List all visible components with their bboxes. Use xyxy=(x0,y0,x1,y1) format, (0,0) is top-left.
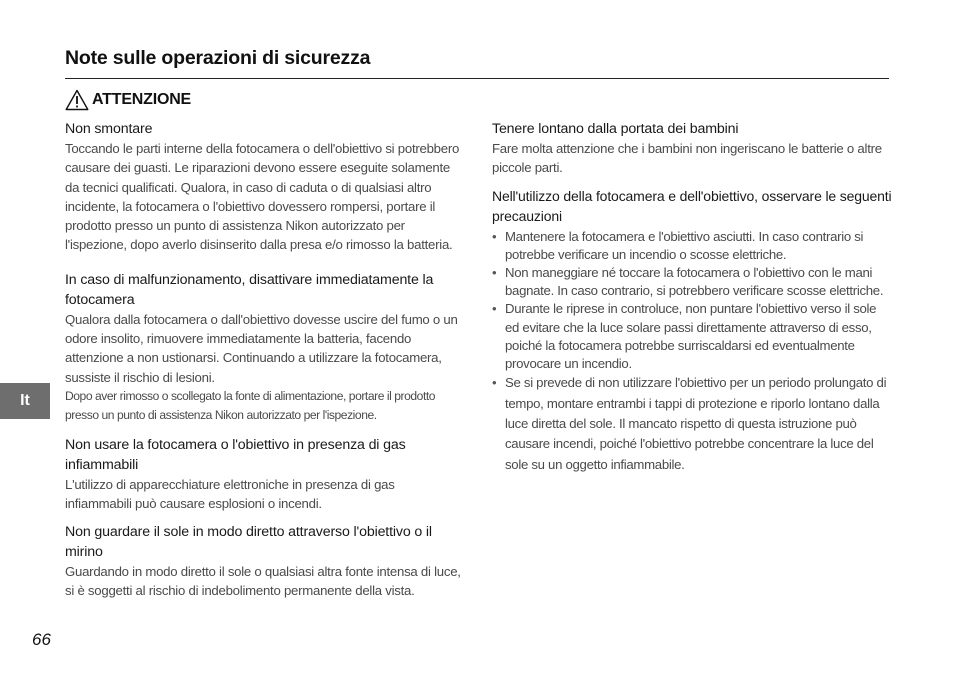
section-heading: Non smontare xyxy=(65,121,153,137)
bullet-icon: • xyxy=(492,228,497,244)
list-item xyxy=(492,373,892,475)
section-non-smontare xyxy=(65,119,463,255)
section-body: Fare molta attenzione che i bambini non ingeriscano le batterie o altre piccole parti. xyxy=(492,141,882,176)
section-body-extra: Dopo aver rimosso o scollegato la fonte di alimentazione, portare il prodotto presso un punto di assistenza Nikon autorizzato per l'ispezione. xyxy=(65,388,436,423)
section-heading: In caso di malfunzionamento, disattivare immediatamente la fotocamera xyxy=(65,271,434,308)
list-item-text: Durante le riprese in controluce, non puntare l'obiettivo verso il sole ed evitare che la luce solare passi direttamente attraverso di esso, poiché la fotocamera potrebbe surriscaldarsi ed eventualmente provocare un incendio. xyxy=(505,301,877,372)
section-body: Qualora dalla fotocamera o dall'obiettivo dovesse uscire del fumo o un odore insolito, rimuovere immediatamente la batteria, facendo attenzione a non ustionarsi. Continuando a utilizzare la fotocamera, sussiste il rischio di lesioni. xyxy=(65,311,458,385)
section-body: L'utilizzo di apparecchiature elettroniche in presenza di gas infiammabili può causare esplosioni o incendi. xyxy=(65,476,395,511)
bullet-icon: • xyxy=(492,301,497,317)
warning-triangle-icon xyxy=(65,89,89,111)
precautions-list xyxy=(492,228,892,476)
left-column xyxy=(65,119,463,609)
list-item xyxy=(492,228,892,264)
title-divider xyxy=(65,78,889,79)
list-item-text: Se si prevede di non utilizzare l'obiettivo per un periodo prolungato di tempo, montare entrambi i tappi di protezione e riporlo lontano dalla luce diretta del sole. Il mancato rispetto di questa istruzione può causare incendi, poiché l'obiettivo potrebbe concentrare la luce del sole su un oggetto infiammabile. xyxy=(505,375,887,472)
section-non-guardare-sole xyxy=(65,522,463,601)
page-title: Note sulle operazioni di sicurezza xyxy=(65,47,371,69)
section-body: Toccando le parti interne della fotocamera o dell'obiettivo si potrebbero causare dei guasti. Le riparazioni devono essere eseguite solamente da tecnici qualificati. Qualora, in caso di caduta o di qualsiasi altro incidente, la fotocamera o l'obiettivo dovessero rompersi, portare il prodotto presso un punto di assistenza Nikon autorizzato per l'ispezione, dopo averlo disinserito dalla presa e/o rimosso la batteria. xyxy=(65,141,460,253)
section-heading: Nell'utilizzo della fotocamera e dell'obiettivo, osservare le seguenti precauzioni xyxy=(492,187,892,224)
attention-label: ATTENZIONE xyxy=(92,91,192,108)
list-item-text: Mantenere la fotocamera e l'obiettivo asciutti. In caso contrario si potrebbe verificare un incendio o scosse elettriche. xyxy=(505,228,864,262)
list-item-text: Non maneggiare né toccare la fotocamera o l'obiettivo con le mani bagnate. In caso contrario, si potrebbero verificare scosse elettriche. xyxy=(505,265,884,299)
bullet-icon: • xyxy=(492,265,497,280)
section-precauzioni xyxy=(492,186,892,476)
list-item xyxy=(492,300,892,373)
attention-header xyxy=(65,88,191,112)
list-item xyxy=(492,264,892,300)
bullet-icon: • xyxy=(492,375,497,391)
section-bambini xyxy=(492,119,892,178)
right-column xyxy=(492,119,892,483)
section-malfunzionamento xyxy=(65,270,463,426)
section-heading: Non guardare il sole in modo diretto attraverso l'obiettivo o il mirino xyxy=(65,524,432,561)
page-number: 66 xyxy=(32,630,51,649)
section-body: Guardando in modo diretto il sole o qualsiasi altra fonte intensa di luce, si è soggetti al rischio di indebolimento permanente della vista. xyxy=(65,564,461,599)
section-gas-infiammabili xyxy=(65,435,463,514)
section-heading: Tenere lontano dalla portata dei bambini xyxy=(492,121,739,137)
section-heading: Non usare la fotocamera o l'obiettivo in presenza di gas infiammabili xyxy=(65,436,406,473)
language-tab: It xyxy=(0,383,50,419)
